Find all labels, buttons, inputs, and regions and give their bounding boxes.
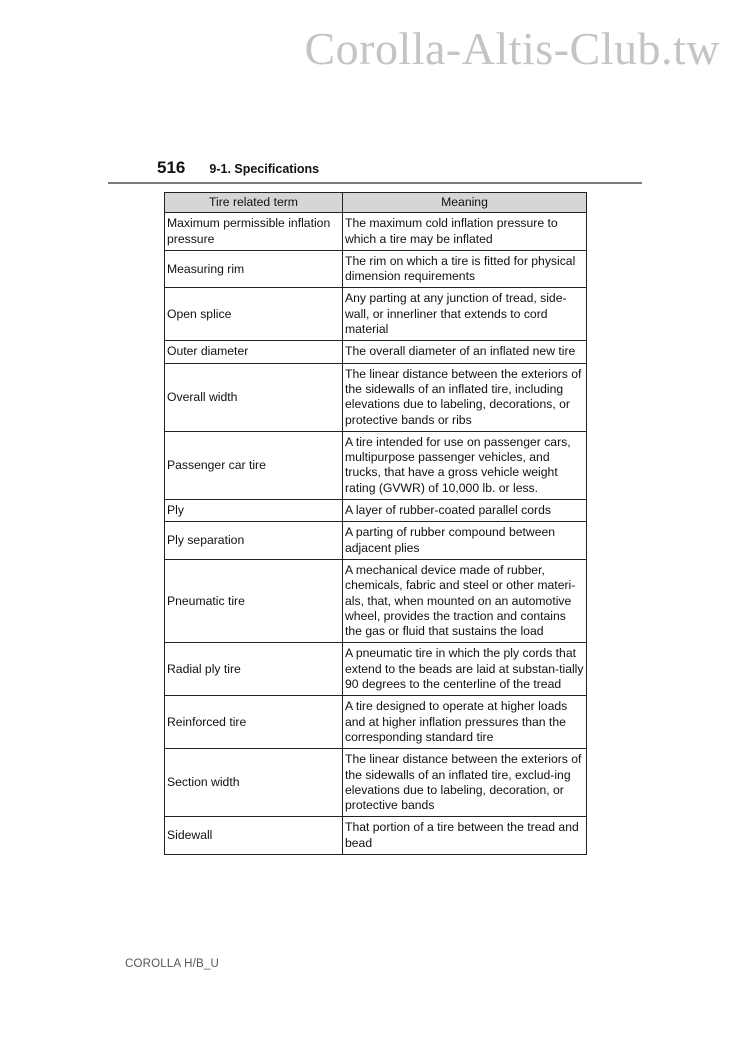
meaning-cell: The maximum cold inflation pressure to which a tire may be inflated bbox=[343, 213, 587, 251]
table-row bbox=[165, 522, 587, 560]
meaning-cell: A mechanical device made of rubber, chemicals, fabric and steel or other materi-als, that, when mounted on an automotive wheel, provides the traction and contains the gas or fluid that sustains the load bbox=[343, 559, 587, 642]
term-cell: Reinforced tire bbox=[165, 696, 343, 749]
meaning-cell: The overall diameter of an inflated new tire bbox=[343, 341, 587, 363]
page-number: 516 bbox=[157, 158, 186, 177]
term-cell: Overall width bbox=[165, 363, 343, 431]
watermark: Corolla-Altis-Club.tw bbox=[304, 23, 720, 74]
meaning-cell: A tire designed to operate at higher loads and at higher inflation pressures than the corresponding standard tire bbox=[343, 696, 587, 749]
table-row bbox=[165, 341, 587, 363]
column-header-meaning: Meaning bbox=[343, 193, 587, 213]
table-row bbox=[165, 500, 587, 522]
table-row bbox=[165, 696, 587, 749]
table-row bbox=[165, 749, 587, 817]
table-row bbox=[165, 431, 587, 499]
page-header bbox=[157, 158, 319, 178]
term-cell: Outer diameter bbox=[165, 341, 343, 363]
meaning-cell: Any parting at any junction of tread, side-wall, or innerliner that extends to cord material bbox=[343, 288, 587, 341]
term-cell: Section width bbox=[165, 749, 343, 817]
table-row bbox=[165, 213, 587, 251]
header-divider bbox=[108, 182, 642, 184]
term-cell: Ply separation bbox=[165, 522, 343, 560]
term-cell: Radial ply tire bbox=[165, 643, 343, 696]
table-row bbox=[165, 817, 587, 855]
meaning-cell: A pneumatic tire in which the ply cords that extend to the beads are laid at substan-tially 90 degrees to the centerline of the tread bbox=[343, 643, 587, 696]
table-row bbox=[165, 363, 587, 431]
meaning-cell: That portion of a tire between the tread and bead bbox=[343, 817, 587, 855]
section-title: 9-1. Specifications bbox=[209, 162, 320, 176]
term-cell: Ply bbox=[165, 500, 343, 522]
meaning-cell: A tire intended for use on passenger cars, multipurpose passenger vehicles, and trucks, that have a gross vehicle weight rating (GVWR) of 10,000 lb. or less. bbox=[343, 431, 587, 499]
term-cell: Maximum permissible inflation pressure bbox=[165, 213, 343, 251]
table-header-row bbox=[165, 193, 587, 213]
table-row bbox=[165, 288, 587, 341]
term-cell: Open splice bbox=[165, 288, 343, 341]
term-cell: Measuring rim bbox=[165, 250, 343, 288]
table-row bbox=[165, 559, 587, 642]
footer-model-code: COROLLA H/B_U bbox=[125, 958, 219, 970]
meaning-cell: The linear distance between the exteriors of the sidewalls of an inflated tire, exclud-ing elevations due to labeling, decoration, or protective bands bbox=[343, 749, 587, 817]
tire-terms-table bbox=[164, 192, 587, 855]
table-row bbox=[165, 643, 587, 696]
term-cell: Pneumatic tire bbox=[165, 559, 343, 642]
meaning-cell: A layer of rubber-coated parallel cords bbox=[343, 500, 587, 522]
meaning-cell: The rim on which a tire is fitted for physical dimension requirements bbox=[343, 250, 587, 288]
meaning-cell: The linear distance between the exteriors of the sidewalls of an inflated tire, including elevations due to labeling, decorations, or protective bands or ribs bbox=[343, 363, 587, 431]
term-cell: Sidewall bbox=[165, 817, 343, 855]
table-row bbox=[165, 250, 587, 288]
term-cell: Passenger car tire bbox=[165, 431, 343, 499]
meaning-cell: A parting of rubber compound between adjacent plies bbox=[343, 522, 587, 560]
column-header-term: Tire related term bbox=[165, 193, 343, 213]
